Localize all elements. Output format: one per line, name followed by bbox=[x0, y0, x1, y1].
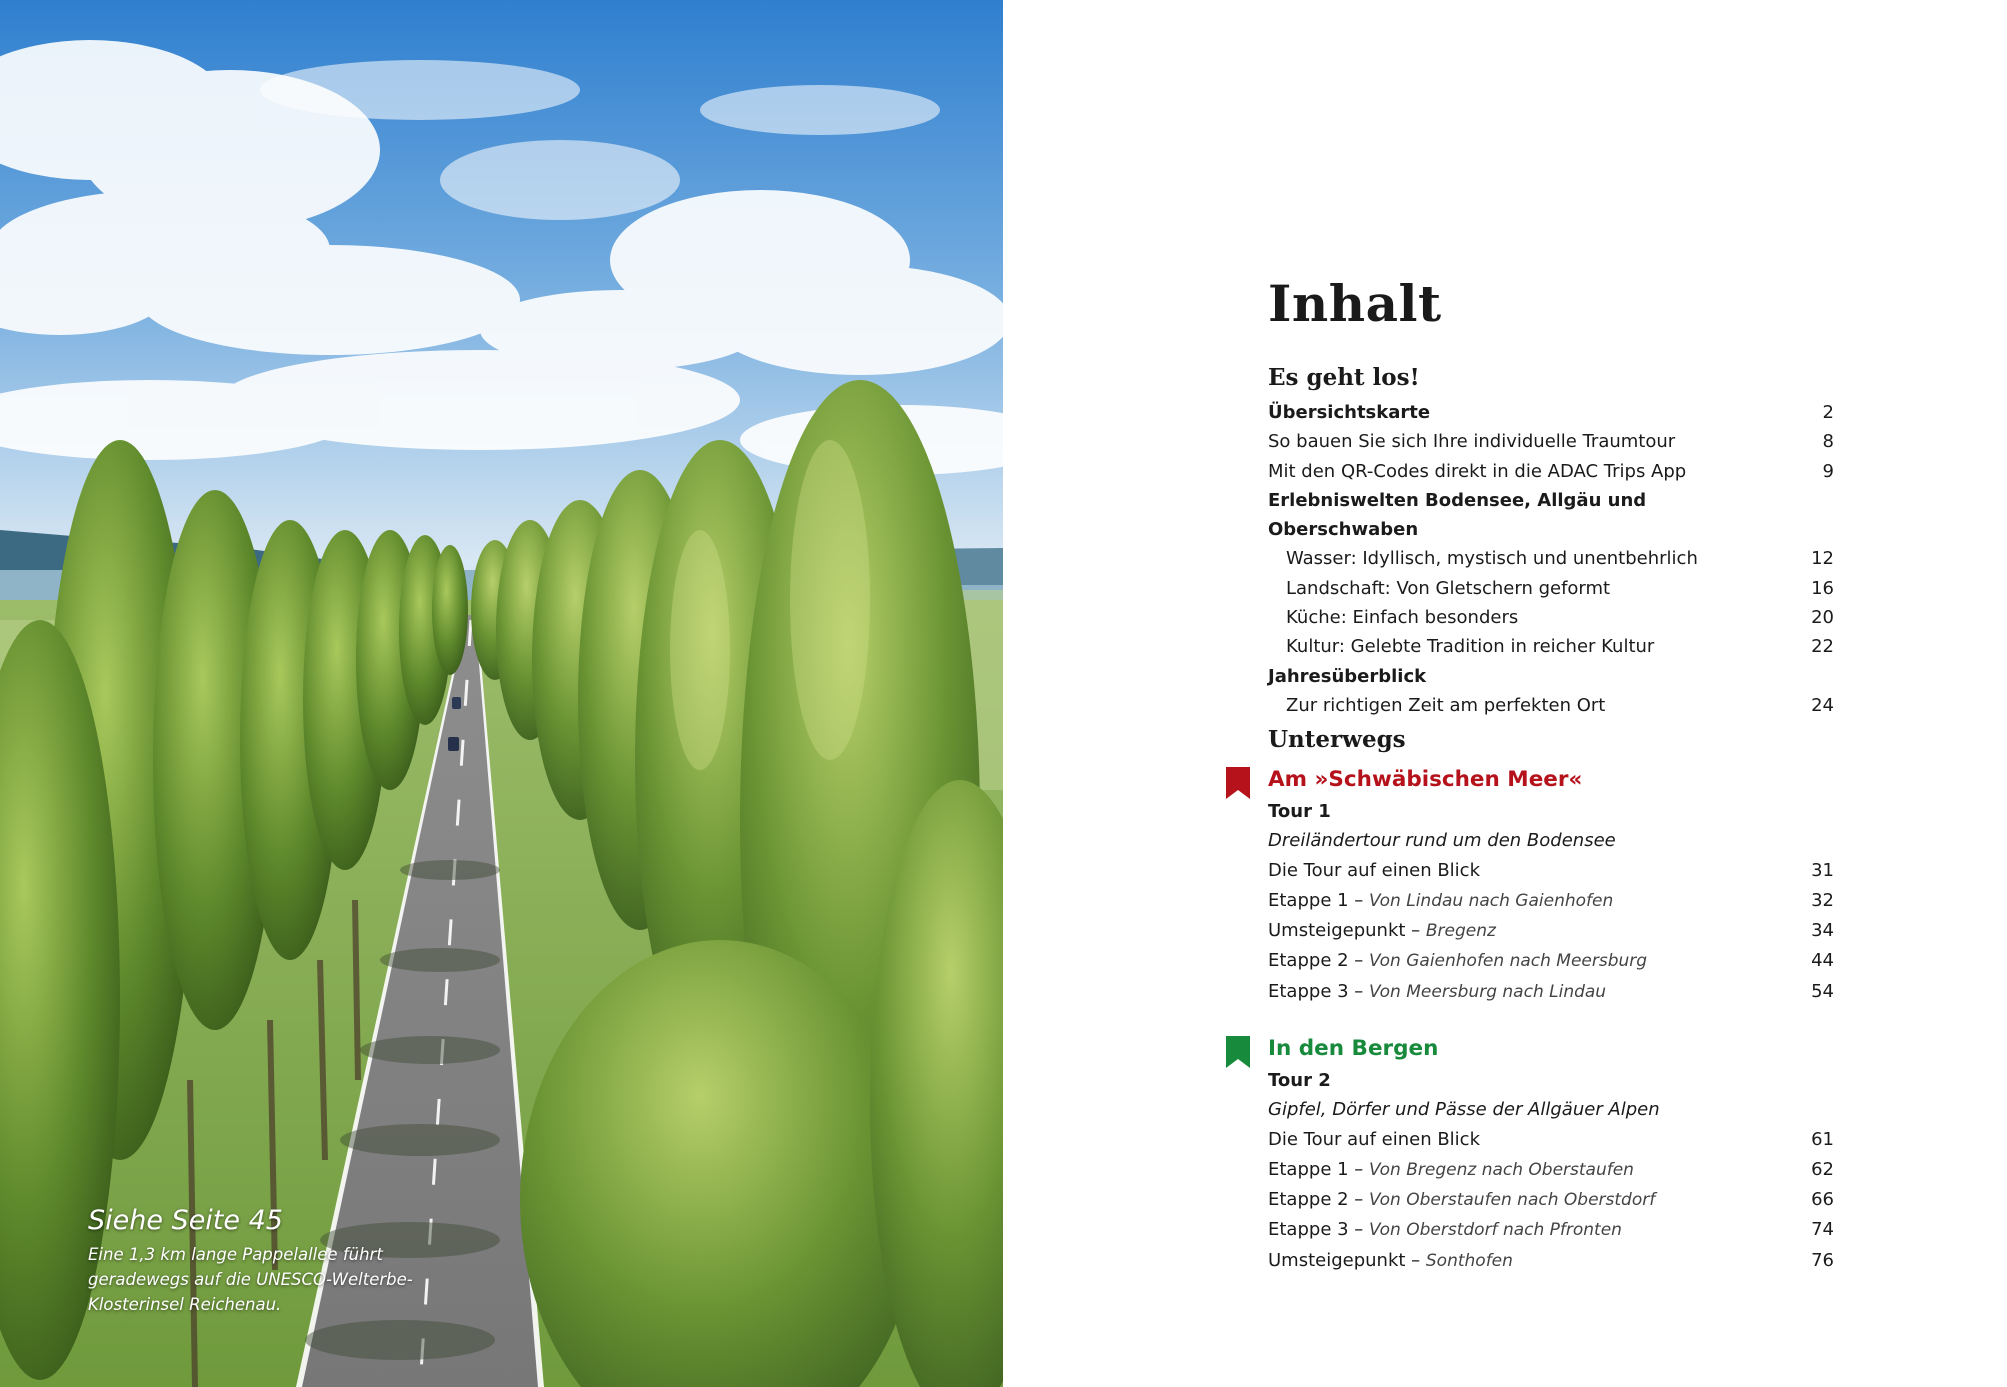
tour-2-block bbox=[1268, 1032, 1834, 1276]
toc-page-number: 34 bbox=[1811, 920, 1834, 942]
toc-page-number: 66 bbox=[1811, 1189, 1834, 1211]
toc-page-number: 62 bbox=[1811, 1158, 1834, 1180]
page-title: Inhalt bbox=[1268, 274, 1442, 333]
toc-entry-label: Etappe 2 – bbox=[1268, 950, 1370, 972]
toc-entry-text bbox=[1268, 1246, 1513, 1276]
toc-entry-route: Von Gaienhofen nach Meersburg bbox=[1369, 951, 1648, 972]
toc-entry-text: Jahresüberblick bbox=[1268, 665, 1427, 687]
toc-entry-label: Etappe 2 – bbox=[1268, 1189, 1370, 1211]
toc-entry-label: Etappe 3 – bbox=[1268, 980, 1370, 1002]
toc-entry-text: Kultur: Gelebte Tradition in reicher Kultur bbox=[1286, 636, 1655, 658]
toc-entry[interactable] bbox=[1268, 574, 1834, 603]
caption-title: Siehe Seite 45 bbox=[88, 1205, 283, 1236]
toc-page-number: 24 bbox=[1811, 694, 1834, 716]
tour-2-entries bbox=[1268, 1125, 1834, 1276]
toc-entry-text: Zur richtigen Zeit am perfekten Ort bbox=[1286, 694, 1606, 716]
toc-entry[interactable] bbox=[1268, 603, 1834, 632]
toc-entry-text: Erlebniswelten Bodensee, Allgäu und Oberschwaben bbox=[1268, 489, 1647, 541]
section-unterwegs bbox=[1268, 722, 1834, 760]
toc-entry-label: Umsteigepunkt – bbox=[1268, 920, 1426, 942]
tour-1-title: Am »Schwäbischen Meer« bbox=[1268, 767, 1583, 792]
toc-entry[interactable] bbox=[1268, 977, 1834, 1007]
toc-entry-route: Von Meersburg nach Lindau bbox=[1369, 981, 1607, 1002]
toc-entry-label: Etappe 1 – bbox=[1268, 1158, 1370, 1180]
toc-entry-text bbox=[1268, 1125, 1480, 1155]
poplar-avenue-photo bbox=[0, 0, 1003, 1387]
section-heading: Es geht los! bbox=[1268, 364, 1420, 391]
toc-entry-text bbox=[1268, 1215, 1622, 1245]
toc-entry-label: Umsteigepunkt – bbox=[1268, 1249, 1426, 1271]
toc-entry-route: Von Oberstaufen nach Oberstdorf bbox=[1369, 1190, 1656, 1211]
toc-entry-text: Übersichtskarte bbox=[1268, 402, 1431, 423]
toc-page-number: 22 bbox=[1811, 636, 1834, 658]
toc-entry[interactable] bbox=[1268, 691, 1834, 720]
toc-entry-text bbox=[1268, 1155, 1634, 1185]
section-entries bbox=[1268, 398, 1834, 720]
toc-entry-route: Bregenz bbox=[1425, 921, 1496, 942]
toc-page-number: 61 bbox=[1811, 1128, 1834, 1150]
toc-entry[interactable] bbox=[1268, 886, 1834, 916]
tour-2-title: In den Bergen bbox=[1268, 1036, 1439, 1061]
toc-page-number: 16 bbox=[1811, 577, 1834, 599]
section-heading: Unterwegs bbox=[1268, 726, 1406, 753]
toc-page-number: 76 bbox=[1811, 1249, 1834, 1271]
tour-1-heading[interactable] bbox=[1268, 763, 1834, 797]
toc-entry-text: Mit den QR-Codes direkt in die ADAC Trips App bbox=[1268, 460, 1687, 482]
toc-page-number: 32 bbox=[1811, 889, 1834, 911]
toc-entry[interactable] bbox=[1268, 1125, 1834, 1155]
toc-entry-text: Landschaft: Von Gletschern geformt bbox=[1286, 577, 1611, 599]
tour-1-label: Tour 1 bbox=[1268, 801, 1331, 822]
toc-entry[interactable] bbox=[1268, 946, 1834, 976]
toc-entry-text bbox=[1268, 977, 1606, 1007]
toc-entry-route: Von Oberstdorf nach Pfronten bbox=[1369, 1220, 1622, 1241]
toc-entry-text bbox=[1268, 1185, 1655, 1215]
toc-entry-text: Wasser: Idyllisch, mystisch und unentbehrlich bbox=[1286, 548, 1698, 570]
photo-caption bbox=[88, 1204, 418, 1317]
toc-entry[interactable] bbox=[1268, 427, 1834, 456]
toc-entry[interactable] bbox=[1268, 398, 1834, 427]
section-es-geht-los bbox=[1268, 360, 1834, 720]
toc-entry[interactable] bbox=[1268, 457, 1834, 486]
toc-entry-label: Die Tour auf einen Blick bbox=[1268, 1128, 1480, 1150]
toc-page-number: 9 bbox=[1822, 460, 1834, 482]
toc-page-number: 31 bbox=[1811, 859, 1834, 881]
table-of-contents-page bbox=[1003, 0, 2007, 1387]
toc-entry-text bbox=[1268, 946, 1647, 976]
toc-entry[interactable] bbox=[1268, 1155, 1834, 1185]
tour-1-subtitle: Dreiländertour rund um den Bodensee bbox=[1268, 830, 1616, 852]
toc-page-number: 44 bbox=[1811, 950, 1834, 972]
tour-1-entries bbox=[1268, 856, 1834, 1007]
cover-photo bbox=[0, 0, 1003, 1387]
toc-entry[interactable] bbox=[1268, 1246, 1834, 1276]
toc-entry[interactable] bbox=[1268, 1215, 1834, 1245]
toc-entry-label: Etappe 3 – bbox=[1268, 1219, 1370, 1241]
tour-2-label: Tour 2 bbox=[1268, 1070, 1331, 1091]
toc-entry[interactable] bbox=[1268, 486, 1834, 545]
toc-entry-label: Etappe 1 – bbox=[1268, 889, 1370, 911]
toc-entry[interactable] bbox=[1268, 544, 1834, 573]
toc-page-number: 20 bbox=[1811, 607, 1834, 629]
toc-entry[interactable] bbox=[1268, 916, 1834, 946]
toc-entry-text bbox=[1268, 916, 1496, 946]
toc-entry-route: Von Lindau nach Gaienhofen bbox=[1369, 890, 1614, 911]
toc-page-number: 12 bbox=[1811, 548, 1834, 570]
toc-entry[interactable] bbox=[1268, 662, 1834, 691]
toc-entry-text bbox=[1268, 856, 1480, 886]
toc-entry-route: Sonthofen bbox=[1425, 1250, 1513, 1271]
toc-entry-text bbox=[1268, 886, 1613, 916]
toc-entry-label: Die Tour auf einen Blick bbox=[1268, 859, 1480, 881]
toc-page-number: 2 bbox=[1822, 402, 1834, 423]
red-bookmark-icon bbox=[1226, 767, 1250, 799]
toc-entry[interactable] bbox=[1268, 1185, 1834, 1215]
tour-2-subtitle: Gipfel, Dörfer und Pässe der Allgäuer Alpen bbox=[1268, 1099, 1660, 1121]
tour-2-heading[interactable] bbox=[1268, 1032, 1834, 1066]
toc-page-number: 54 bbox=[1811, 980, 1834, 1002]
toc-entry[interactable] bbox=[1268, 856, 1834, 886]
toc-entry-text: Küche: Einfach besonders bbox=[1286, 607, 1519, 629]
green-bookmark-icon bbox=[1226, 1036, 1250, 1068]
toc-entry-route: Von Bregenz nach Oberstaufen bbox=[1369, 1159, 1634, 1180]
toc-page-number: 8 bbox=[1822, 431, 1834, 453]
tour-1-block bbox=[1268, 763, 1834, 1007]
caption-text: Eine 1,3 km lange Pappelallee führt geradewegs auf die UNESCO-Welterbe-Klosterinsel Reichenau. bbox=[88, 1245, 413, 1314]
toc-page-number: 74 bbox=[1811, 1219, 1834, 1241]
toc-entry-text: So bauen Sie sich Ihre individuelle Traumtour bbox=[1268, 431, 1676, 453]
toc-entry[interactable] bbox=[1268, 632, 1834, 661]
